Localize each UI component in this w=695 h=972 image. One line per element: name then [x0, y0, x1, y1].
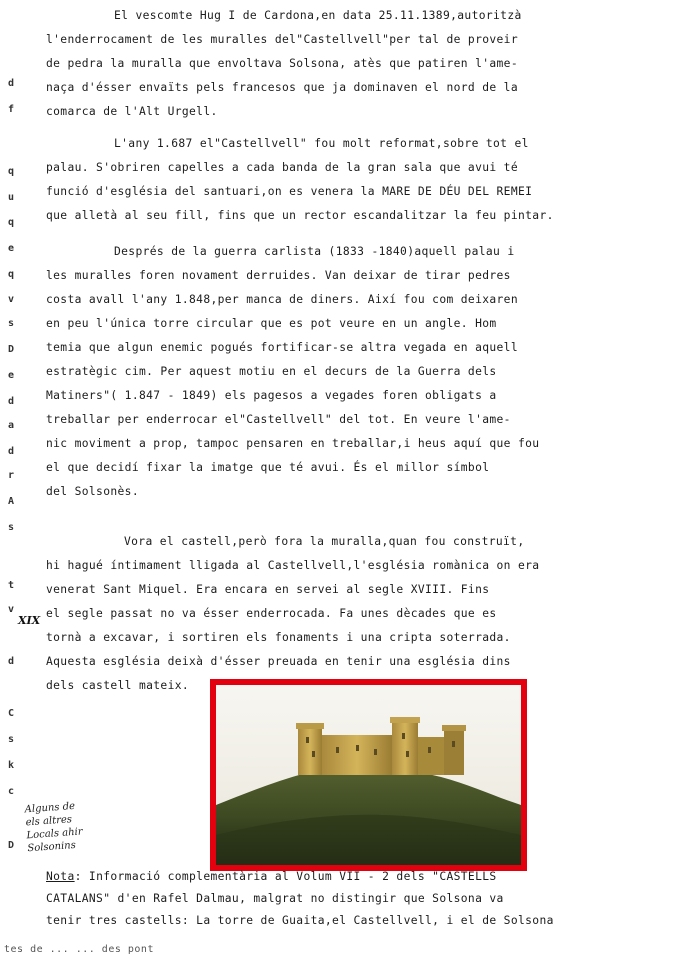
handwritten-line: Alguns de [24, 800, 76, 816]
paragraph-4 [46, 530, 626, 698]
margin-letter: d [7, 396, 15, 407]
margin-letter: s [7, 522, 15, 533]
margin-letter: d [7, 656, 15, 667]
text-line: les muralles foren novament derruides. Van deixar de tirar pedres [46, 269, 511, 282]
margin-letter: k [7, 760, 15, 771]
margin-letter: D [7, 344, 15, 355]
text-line: del Solsonès. [46, 485, 139, 498]
text-line: venerat Sant Miquel. Era encara en servei al segle XVIII. Fins [46, 583, 490, 596]
text-line: funció d'església del santuari,on es venera la MARE DE DÉU DEL REMEI [46, 185, 533, 198]
footer-line: tenir tres castells: La torre de Guaita,el Castellvell, i el de Solsona [46, 914, 554, 927]
text-line: palau. S'obriren capelles a cada banda de la gran sala que avui té [46, 161, 518, 174]
margin-letter: e [7, 243, 15, 254]
bottom-cut-off-text: tes de ... ... des pont [4, 944, 154, 955]
text-line: que alletà al seu fill, fins que un rector escandalitzar la feu pintar. [46, 209, 554, 222]
margin-letter: u [7, 192, 15, 203]
handwritten-line: Locals ahir [26, 826, 83, 842]
margin-letter: s [7, 318, 15, 329]
text-line: dels castell mateix. [46, 679, 190, 692]
footer-line [46, 866, 646, 888]
margin-letter: r [7, 470, 15, 481]
margin-letter: C [7, 708, 15, 719]
text-line: hi hagué íntimament lligada al Castellvell,l'església romànica on era [46, 559, 540, 572]
text-line: Aquesta església deixà d'ésser preuada en tenir una església dins [46, 655, 511, 668]
footer-line: CATALANS" d'en Rafel Dalmau, malgrat no distingir que Solsona va [46, 892, 504, 905]
text-line: El vescomte Hug I de Cardona,en data 25.11.1389,autoritzà [114, 9, 522, 22]
text-line: de pedra la muralla que envoltava Solsona, atès que patiren l'ame- [46, 57, 518, 70]
margin-letter: s [7, 734, 15, 745]
margin-letter: t [7, 580, 15, 591]
footer-text: : Informació complementària al Volum VII - 2 dels "CASTELLS [74, 870, 497, 883]
margin-roman-numeral: XIX [18, 614, 41, 627]
text-line: nic moviment a prop, tampoc pensaren en treballar,i heus aquí que fou [46, 437, 540, 450]
margin-letter: A [7, 496, 15, 507]
margin-letter: D [7, 840, 15, 851]
note-label: Nota [46, 870, 75, 883]
text-line: naça d'ésser envaïts pels francesos que ja dominaven el nord de la [46, 81, 518, 94]
margin-letter: c [7, 786, 15, 797]
text-line: estratègic cim. Per aquest motiu en el decurs de la Guerra dels [46, 365, 497, 378]
text-line: costa avall l'any 1.848,per manca de diners. Així fou com deixaren [46, 293, 518, 306]
text-line: treballar per enderrocar el"Castellvell" del tot. En veure l'ame- [46, 413, 511, 426]
left-margin-fragments [4, 0, 20, 972]
handwritten-line: Solsonins [27, 839, 77, 855]
footer-note [46, 866, 646, 932]
text-line: el segle passat no va ésser enderrocada. Fa unes dècades que es [46, 607, 497, 620]
text-line: Vora el castell,però fora la muralla,quan fou construït, [124, 535, 525, 548]
margin-letter: e [7, 370, 15, 381]
text-line: temia que algun enemic pogués fortificar-se altra vegada en aquell [46, 341, 518, 354]
margin-letter: a [7, 420, 15, 431]
text-line: l'enderrocament de les muralles del"Castellvell"per tal de proveir [46, 33, 518, 46]
margin-letter: d [7, 446, 15, 457]
text-line: comarca de l'Alt Urgell. [46, 105, 218, 118]
margin-letter: f [7, 104, 15, 115]
text-line: Matiners"( 1.847 - 1849) els pagesos a vegades foren obligats a [46, 389, 497, 402]
margin-letter: v [7, 604, 15, 615]
text-line: tornà a excavar, i sortiren els fonaments i una cripta soterrada. [46, 631, 511, 644]
paragraph-1 [46, 4, 626, 124]
castle-photo [210, 679, 527, 871]
text-line: L'any 1.687 el"Castellvell" fou molt reformat,sobre tot el [114, 137, 529, 150]
paragraph-3 [46, 240, 626, 504]
text-line: el que decidí fixar la imatge que té avui. És el millor símbol [46, 461, 490, 474]
margin-letter: q [7, 166, 15, 177]
margin-letter: v [7, 294, 15, 305]
margin-letter: q [7, 217, 15, 228]
handwritten-note [24, 797, 123, 856]
castle-illustration [216, 685, 521, 865]
margin-letter: d [7, 78, 15, 89]
text-line: en peu l'única torre circular que es pot veure en un angle. Hom [46, 317, 497, 330]
margin-letter: q [7, 269, 15, 280]
paragraph-2 [46, 132, 626, 228]
handwritten-line: els altres [25, 814, 73, 829]
text-line: Després de la guerra carlista (1833 -1840)aquell palau i [114, 245, 515, 258]
